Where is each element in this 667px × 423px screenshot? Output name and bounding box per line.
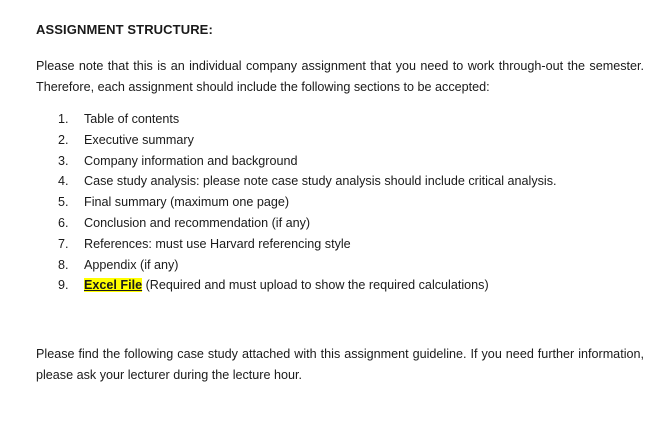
list-item-text: References: must use Harvard referencing style [84, 236, 351, 251]
list-item-text: Company information and background [84, 153, 298, 168]
list-item-number: 1. [58, 112, 69, 126]
list-item [58, 130, 557, 151]
list-item-number: 9. [58, 278, 69, 293]
list-item-text: Final summary (maximum one page) [84, 195, 290, 210]
list-item [58, 213, 557, 234]
list-item-text: Table of contents [84, 112, 180, 126]
list-item-number: 2. [58, 132, 69, 147]
closing-paragraph: Please find the following case study attached with this assignment guideline. If you need further information, please ask your lecturer during the lecture hour. [36, 347, 644, 382]
list-item-text: (Required and must upload to show the required calculations) [142, 278, 489, 293]
list-item [58, 171, 557, 192]
required-sections-list [58, 109, 557, 296]
list-item [58, 255, 557, 276]
list-item-text: Executive summary [84, 132, 194, 147]
section-heading: ASSIGNMENT STRUCTURE: [36, 22, 213, 37]
list-item-number: 7. [58, 236, 69, 251]
list-item [58, 192, 557, 213]
list-item-text: Conclusion and recommendation (if any) [84, 215, 311, 230]
list-item [58, 151, 557, 172]
excel-file-highlight: Excel File [84, 278, 143, 293]
list-item-text: Case study analysis: please note case study analysis should include critical analysis. [84, 174, 557, 189]
list-item-number: 6. [58, 215, 69, 230]
list-item [58, 275, 557, 296]
list-item-number: 3. [58, 153, 69, 168]
intro-paragraph: Please note that this is an individual company assignment that you need to work through-out the semester. Therefore, each assignment should include the following sections to be accepted: [36, 59, 644, 94]
list-item [58, 234, 557, 255]
list-item-text: Appendix (if any) [84, 257, 179, 272]
list-item [58, 109, 557, 130]
list-item-number: 4. [58, 174, 69, 189]
list-item-number: 5. [58, 195, 69, 210]
list-item-number: 8. [58, 257, 69, 272]
